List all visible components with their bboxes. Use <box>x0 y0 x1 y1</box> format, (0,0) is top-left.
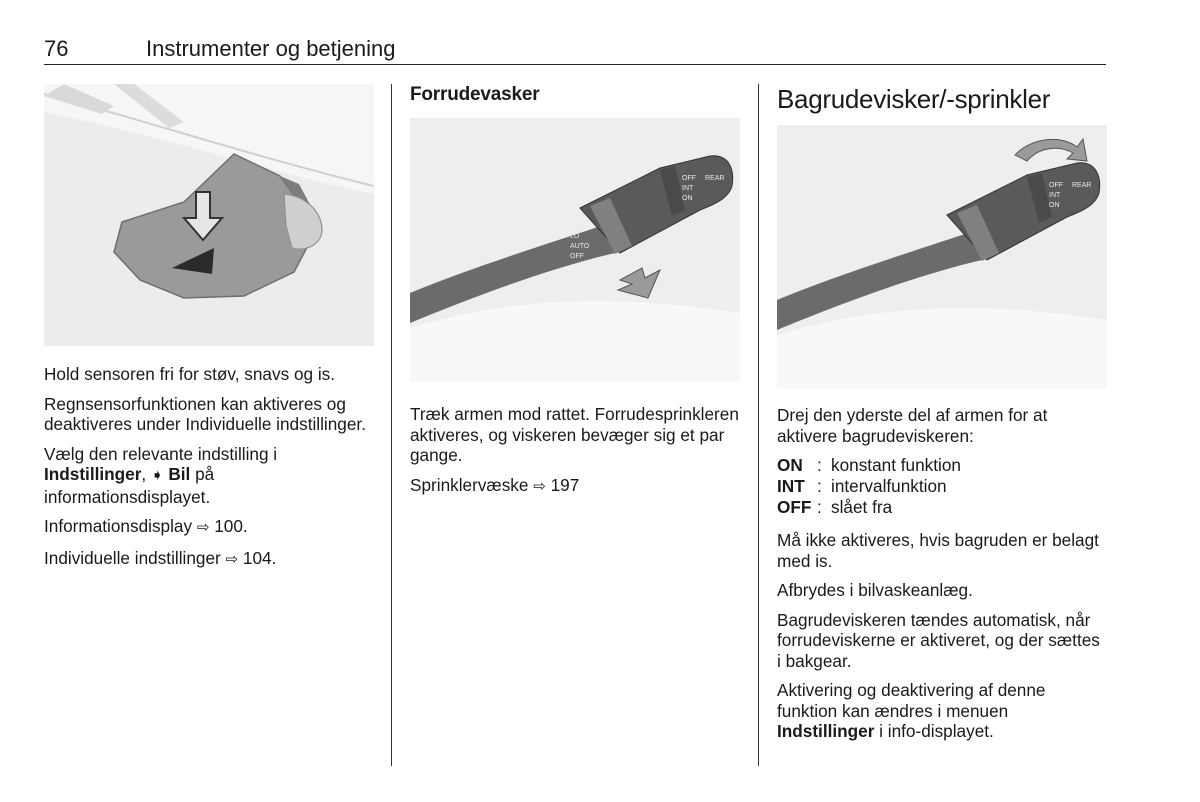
paragraph-pull-stalk: Træk armen mod rattet. Forrudesprinkleren aktiveres, og viskeren bevæger sig et par gange. <box>410 404 739 465</box>
reference-arrow-icon: ⇨ <box>196 519 210 536</box>
heading-rear-wiper: Bagrudevisker/-sprinkler <box>777 84 1051 114</box>
mode-item-on <box>777 455 1107 476</box>
page-ref: 197 <box>545 474 580 495</box>
column-rear-wiper <box>777 84 1107 751</box>
paragraph-rotate-stalk: Drej den yderste del af armen for at aktivere bagrudeviskeren: <box>777 405 1048 446</box>
reference-individual-settings <box>44 548 374 571</box>
page-ref: 104. <box>238 547 277 568</box>
text: Informationsdisplay <box>44 516 197 536</box>
paragraph-ice-warning: Må ikke aktiveres, hvis bagruden er belagt med is. <box>777 530 1099 571</box>
text: , <box>141 464 151 484</box>
svg-text:ON: ON <box>682 195 693 202</box>
page-number: 76 <box>44 36 69 61</box>
column-divider <box>758 84 759 766</box>
text: Vælg den relevante indstilling i <box>44 443 278 464</box>
page-header <box>44 34 1106 65</box>
svg-text:INT: INT <box>1049 192 1061 199</box>
menu-arrow-icon: ➧ <box>150 467 164 484</box>
reference-washer-fluid <box>410 475 740 498</box>
mode-list <box>777 455 1107 518</box>
text: Aktivering og deaktivering af denne funktion kan ændres i menuen <box>777 680 1046 721</box>
mode-item-int <box>777 476 1107 497</box>
column-divider <box>391 84 392 766</box>
wiper-stalk-pull-illustration <box>410 118 740 382</box>
text: Individuelle indstillinger <box>44 547 226 568</box>
mode-term: INT <box>777 476 805 496</box>
svg-text:ON: ON <box>1049 202 1060 209</box>
settings-label: Indstillinger <box>44 464 142 484</box>
svg-text:LO: LO <box>570 233 580 240</box>
mode-desc: intervalfunktion <box>831 476 947 496</box>
mode-term: ON <box>777 455 803 475</box>
chapter-title: Instrumenter og betjening <box>146 36 396 61</box>
svg-text:REAR: REAR <box>705 175 725 182</box>
settings-label: Indstillinger <box>777 721 875 741</box>
reference-info-display <box>44 516 374 539</box>
mode-item-off <box>777 497 1107 518</box>
paragraph-auto-reverse: Bagrudeviskeren tændes automatisk, når forrudeviskerne er aktiveret, og der sættes i bakgear. <box>777 609 1100 671</box>
subheading-windscreen-washer: Forrudevasker <box>410 84 540 105</box>
paragraph-keep-clean: Hold sensoren fri for støv, snavs og is. <box>44 364 336 384</box>
rain-sensor-illustration <box>44 84 374 346</box>
mode-desc: slået fra <box>831 497 893 517</box>
mode-desc: konstant funktion <box>831 455 961 475</box>
colon: : <box>817 476 822 496</box>
colon: : <box>817 497 822 517</box>
paragraph-choose-setting <box>44 444 374 508</box>
text: i info-displayet. <box>874 721 994 741</box>
paragraph-car-wash: Afbrydes i bilvaskeanlæg. <box>777 580 973 600</box>
column-rain-sensor <box>44 84 374 579</box>
svg-text:OFF: OFF <box>570 253 584 260</box>
paragraph-change-in-menu <box>777 680 1107 742</box>
svg-text:OFF: OFF <box>1049 182 1063 189</box>
page-ref: 100. <box>209 516 248 536</box>
reference-arrow-icon: ⇨ <box>533 477 546 495</box>
svg-text:INT: INT <box>682 185 694 192</box>
svg-text:AUTO: AUTO <box>570 243 590 250</box>
column-windscreen-washer <box>410 84 740 506</box>
svg-text:REAR: REAR <box>1072 182 1092 189</box>
wiper-stalk-rotate-illustration <box>777 125 1107 389</box>
car-label: Bil <box>163 464 191 484</box>
mode-term: OFF <box>777 497 812 517</box>
svg-text:OFF: OFF <box>682 175 696 182</box>
colon: : <box>817 455 822 475</box>
text: Sprinklervæske <box>410 474 534 495</box>
paragraph-rain-sensor-toggle: Regnsensorfunktionen kan aktiveres og deaktiveres under Individuelle indstillinger. <box>44 393 366 434</box>
reference-arrow-icon: ⇨ <box>225 550 239 568</box>
text: på informationsdisplayet. <box>44 464 215 507</box>
